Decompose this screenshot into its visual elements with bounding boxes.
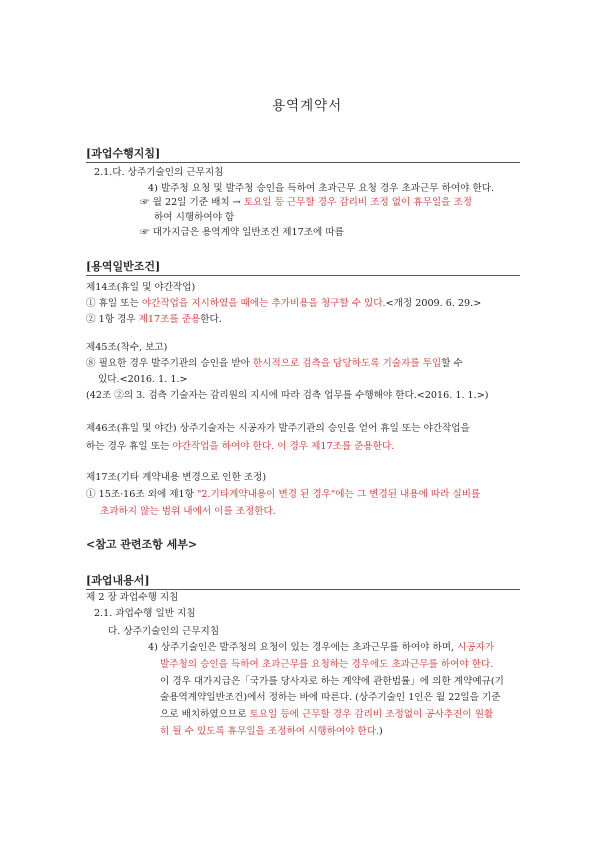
highlighted-text: 히 될 수 있도록 휴무일을 조정하여 시행하여야 한다. [160, 726, 380, 737]
highlighted-text: 야간작업을 하여야 한다. 이 경우 제17조를 준용한다. [172, 441, 395, 452]
text-segment: ① 휴일 또는 [86, 298, 142, 309]
highlighted-text: "2.기타계약내용이 변경 된 경우"에는 그 변경된 내용에 따라 실비를 [196, 489, 481, 500]
article-title: 제17조(기타 계약내용 변경으로 인한 조정) [86, 472, 267, 483]
text-line [140, 196, 472, 209]
text-line: 2.1.다. 상주기술인의 근무지침 [94, 167, 224, 178]
highlighted-text: 초과하지 않는 범위 내에서 이를 조정한다. [100, 506, 276, 517]
text-segment: 할 수 [441, 358, 463, 369]
text-segment: 한다. [200, 314, 222, 325]
highlighted-text: 토요일 등 근무할 경우 감리비 조정 없이 휴무일을 조정 [243, 197, 473, 208]
text-line: 다. 상주기술인의 근무지침 [108, 626, 220, 637]
text-segment: ⑧ 필요한 경우 발주기관의 승인을 받아 [86, 358, 253, 369]
text-segment: <개정 2009. 6. 29.> [385, 298, 482, 309]
section-heading-task-description: [과업내용서] [86, 574, 150, 587]
text-line [86, 440, 394, 453]
text-line: 이 경우 대가지급은「국가를 당사자로 하는 계약에 관한법률」에 의한 계약예규(기 [160, 676, 504, 687]
text-line: ☞ 대가지급은 용역계약 일반조건 제17조에 따름 [140, 227, 344, 238]
highlighted-text: 발주청의 승인을 득하여 초과근무를 요청하는 경우에도 초과근무를 하여야 한다. [160, 659, 494, 670]
text-line [86, 488, 480, 501]
highlighted-text: 제17조를 준용 [138, 314, 201, 325]
highlighted-text: 야간작업을 지시하였을 때에는 추가비용을 청구할 수 있다. [141, 298, 386, 309]
text-segment: ☞ 월 22일 기준 배치 → [140, 197, 244, 208]
text-line [160, 725, 383, 738]
highlighted-text: 시공자가 [457, 642, 495, 653]
text-line: (42조 ②의 3. 검측 기술자는 감리원의 지시에 따라 검측 업무를 수행해야 한다.<2016. 1. 1.>) [86, 390, 489, 401]
text-line [160, 708, 493, 721]
text-line: 있다.<2016. 1. 1.> [98, 374, 188, 385]
text-line: 제46조(휴일 및 야간) 상주기술자는 시공자가 발주기관의 승인을 얻어 휴일 또는 야간작업을 [86, 423, 470, 434]
text-segment: ① 15조·16조 외에 제1항 [86, 489, 197, 500]
text-line [86, 357, 463, 370]
section-heading-work-guidelines: [과업수행지침] [86, 147, 161, 160]
section-divider [86, 589, 520, 590]
article-title: 제14조(휴일 및 야간작업) [86, 282, 196, 293]
text-line: 술용역계약일반조건)에서 정하는 바에 따른다. (상주기술인 1인은 월 22일을 기준 [160, 692, 501, 703]
highlighted-text: 토요일 등에 근무할 경우 감리비 조정없이 공사추진이 원활 [249, 709, 494, 720]
text-segment: 하는 경우 휴일 또는 [86, 441, 173, 452]
text-line: 하여 시행하여야 함 [154, 212, 235, 223]
section-heading-general-conditions: [용역일반조건] [86, 260, 161, 273]
article-title: 제45조(착수, 보고) [86, 342, 168, 353]
section-divider [86, 275, 520, 276]
section-divider [86, 162, 520, 163]
text-segment: ② 1항 경우 [86, 314, 139, 325]
text-line [86, 297, 481, 310]
section-heading-reference: <참고 관련조항 세부> [86, 538, 198, 551]
page-title: 용역계약서 [272, 98, 343, 114]
text-line [148, 641, 494, 654]
highlighted-text: 한시적으로 검측을 담당하도록 기술자를 투입 [252, 358, 442, 369]
text-line: 제 2 장 과업수행 지침 [86, 592, 179, 603]
text-segment: 4) 상주기술인은 발주청의 요청이 있는 경우에는 초과근무를 하여야 하며, [148, 642, 458, 653]
text-line [86, 313, 222, 326]
text-segment: ) [379, 726, 383, 737]
text-line: 4) 발주청 요청 및 발주청 승인을 득하여 초과근무 요청 경우 초과근무 하여야 한다. [148, 183, 495, 194]
text-segment: 으로 배치하였으므로 [160, 709, 250, 720]
text-line: 2.1. 과업수행 일반 지침 [94, 608, 196, 619]
